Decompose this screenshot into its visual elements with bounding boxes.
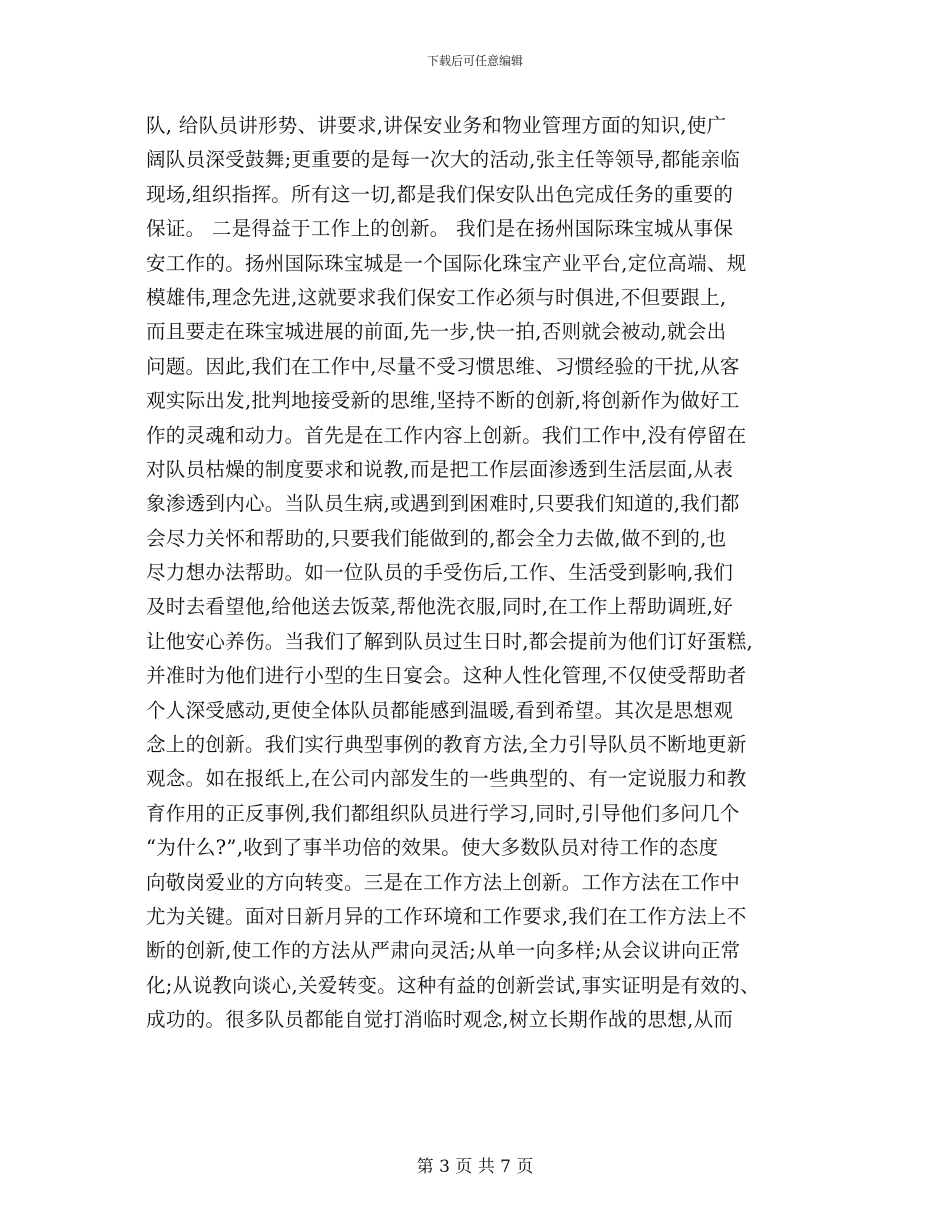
text-line: 队, 给队员讲形势、讲要求,讲保安业务和物业管理方面的知识,使广 <box>146 114 727 137</box>
text-line: 观实际出发,批判地接受新的思维,坚持不断的创新,将创新作为做好工 <box>146 389 740 413</box>
text-line: 而且要走在珠宝城进展的前面,先一步,快一拍,否则就会被动,就会出 <box>146 320 727 344</box>
text-line: 安工作的。扬州国际珠宝城是一个国际化珠宝产业平台,定位高端、规 <box>146 251 747 275</box>
text-line: 尤为关键。面对日新月异的工作环境和工作要求,我们在工作方法上不 <box>146 904 747 928</box>
body-text <box>146 109 826 1038</box>
page-number: 第 3 页 共 7 页 <box>416 1157 534 1177</box>
text-line: “为什么?”,收到了事半功倍的效果。使大多数队员对待工作的态度 <box>146 836 719 860</box>
text-line: 向敬岗爱业的方向转变。三是在工作方法上创新。工作方法在工作中 <box>146 870 741 894</box>
text-line: 保证。 二是得益于工作上的创新。 我们是在扬州国际珠宝城从事保 <box>146 217 734 241</box>
text-line: 模雄伟,理念先进,这就要求我们保安工作必须与时俱进,不但要跟上, <box>146 285 727 309</box>
text-line: 让他安心养伤。当我们了解到队员过生日时,都会提前为他们订好蛋糕, <box>146 629 753 653</box>
text-line: 化;从说教向谈心,关爱转变。这种有益的创新尝试,事实证明是有效的、 <box>146 973 760 997</box>
text-line: 及时去看望他,给他送去饭菜,帮他洗衣服,同时,在工作上帮助调班,好 <box>146 595 733 619</box>
text-line: 念上的创新。我们实行典型事例的教育方法,全力引导队员不断地更新 <box>146 733 747 757</box>
text-line: 象渗透到内心。当队员生病,或遇到到困难时,只要我们知道的,我们都 <box>146 492 740 516</box>
text-line: 问题。因此,我们在工作中,尽量不受习惯思维、习惯经验的干扰,从客 <box>146 354 740 378</box>
text-line: 并准时为他们进行小型的生日宴会。这种人性化管理,不仅使受帮助者 <box>146 664 747 688</box>
text-line: 育作用的正反事例,我们都组织队员进行学习,同时,引导他们多问几个 <box>146 801 740 825</box>
text-line: 成功的。很多队员都能自觉打消临时观念,树立长期作战的思想,从而 <box>146 1008 734 1032</box>
text-line: 尽力想办法帮助。如一位队员的手受伤后,工作、生活受到影响,我们 <box>146 561 734 585</box>
text-line: 个人深受感动,更使全体队员都能感到温暖,看到希望。其次是思想观 <box>146 698 734 722</box>
text-line: 现场,组织指挥。所有这一切,都是我们保安队出色完成任务的重要的 <box>146 182 734 206</box>
page-header-note: 下载后可任意编辑 <box>426 54 523 68</box>
text-line: 对队员枯燥的制度要求和说教,而是把工作层面渗透到生活层面,从表 <box>146 457 734 481</box>
text-line: 断的创新,使工作的方法从严肃向灵活;从单一向多样;从会议讲向正常 <box>146 939 741 963</box>
text-line: 阔队员深受鼓舞;更重要的是每一次大的活动,张主任等领导,都能亲临 <box>146 148 741 172</box>
text-line: 会尽力关怀和帮助的,只要我们能做到的,都会全力去做,做不到的,也 <box>146 526 727 550</box>
text-line: 观念。如在报纸上,在公司内部发生的一些典型的、有一定说服力和教 <box>146 767 747 791</box>
text-line: 作的灵魂和动力。首先是在工作内容上创新。我们工作中,没有停留在 <box>146 423 747 447</box>
